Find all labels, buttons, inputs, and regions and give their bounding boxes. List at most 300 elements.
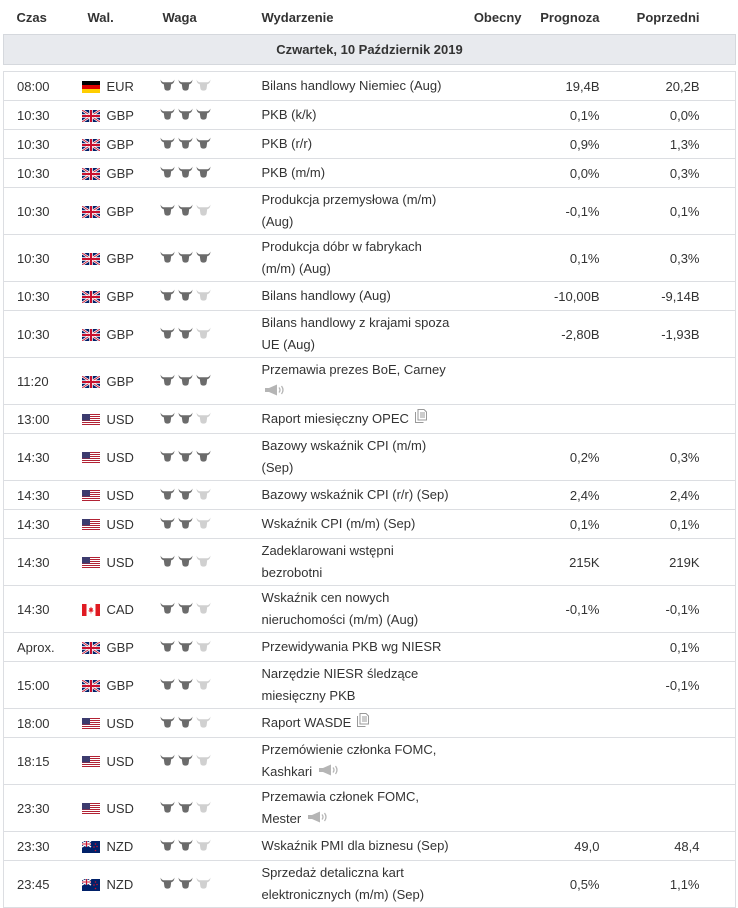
event-name-line: (Aug) [261, 214, 294, 229]
event-previous [606, 358, 706, 405]
currency-code: USD [106, 487, 134, 503]
event-currency [80, 662, 156, 709]
event-previous: -1,93B [606, 311, 706, 358]
event-importance [156, 434, 254, 481]
bull-icon [160, 602, 175, 614]
event-importance [156, 481, 254, 510]
importance-bulls [160, 877, 211, 889]
currency-code: USD [106, 554, 134, 570]
event-importance [156, 586, 254, 633]
bull-icon [196, 450, 211, 462]
event-forecast: -10,00B [522, 282, 606, 311]
nz-flag-icon [82, 879, 100, 891]
event-time: 23:30 [4, 832, 80, 861]
event-actual [466, 785, 522, 832]
currency-code: GBP [106, 677, 134, 693]
currency-code: NZD [106, 838, 134, 854]
event-name-line: Kashkari [261, 763, 313, 779]
event-currency [80, 633, 156, 662]
us-flag-icon [82, 557, 100, 569]
currency-code: GBP [106, 326, 134, 342]
speaker-icon [318, 761, 340, 783]
event-forecast: 49,0 [522, 832, 606, 861]
event-time: 10:30 [4, 130, 80, 159]
bull-icon [178, 412, 193, 424]
us-flag-icon [82, 803, 100, 815]
event-time: 18:15 [4, 738, 80, 785]
event-actual [466, 832, 522, 861]
event-actual [466, 586, 522, 633]
event-name[interactable] [254, 130, 466, 159]
event-previous: 0,3% [606, 434, 706, 481]
event-row[interactable] [4, 586, 736, 633]
bull-icon [160, 754, 175, 766]
event-previous: 0,1% [606, 188, 706, 235]
bull-icon [160, 716, 175, 728]
importance-bulls [160, 839, 211, 851]
bull-icon [160, 374, 175, 386]
bull-icon [178, 166, 193, 178]
event-name[interactable] [254, 235, 466, 282]
event-forecast: 2,4% [522, 481, 606, 510]
event-currency [80, 481, 156, 510]
event-name[interactable] [254, 405, 466, 434]
event-name-line: Bazowy wskaźnik CPI (r/r) (Sep) [261, 487, 449, 502]
importance-bulls [160, 412, 211, 424]
gb-flag-icon [82, 139, 100, 151]
event-currency [80, 709, 156, 738]
currency-code: NZD [106, 876, 134, 892]
event-row[interactable] [4, 188, 736, 235]
event-importance [156, 235, 254, 282]
event-row[interactable] [4, 738, 736, 785]
gb-flag-icon [82, 253, 100, 265]
event-name-line: Zadeklarowani wstępni [261, 543, 394, 558]
event-name-line: Mester [261, 810, 302, 826]
event-importance [156, 709, 254, 738]
bull-icon [196, 79, 211, 91]
col-importance-header[interactable]: Waga [162, 9, 197, 25]
bull-icon [178, 839, 193, 851]
event-row[interactable] [4, 130, 736, 159]
event-currency [80, 539, 156, 586]
event-name[interactable] [254, 358, 466, 405]
event-time: 23:45 [4, 861, 80, 908]
bull-icon [178, 602, 193, 614]
ca-flag-icon [82, 604, 100, 616]
event-name-line: Wskaźnik CPI (m/m) (Sep) [261, 516, 416, 531]
event-currency [80, 358, 156, 405]
event-actual [466, 72, 522, 101]
event-name-line: PKB (r/r) [261, 136, 313, 151]
importance-bulls [160, 450, 211, 462]
event-name-line: nieruchomości (m/m) (Aug) [261, 612, 419, 627]
currency-code: USD [106, 715, 134, 731]
importance-bulls [160, 488, 211, 500]
event-name-line: miesięczny PKB [261, 688, 356, 703]
bull-icon [160, 327, 175, 339]
bull-icon [196, 877, 211, 889]
event-previous: -9,14B [606, 282, 706, 311]
currency-code: USD [106, 800, 134, 816]
event-forecast: 0,0% [522, 159, 606, 188]
importance-bulls [160, 79, 211, 91]
event-name-line: UE (Aug) [261, 337, 315, 352]
bull-icon [178, 555, 193, 567]
event-actual [466, 235, 522, 282]
importance-bulls [160, 754, 211, 766]
event-name-line: Narzędzie NIESR śledzące [261, 666, 419, 681]
event-name-line: Wskaźnik cen nowych [261, 590, 390, 605]
event-time: 10:30 [4, 311, 80, 358]
document-icon [357, 712, 369, 734]
event-actual [466, 188, 522, 235]
importance-bulls [160, 204, 211, 216]
bull-icon [160, 289, 175, 301]
event-currency [80, 405, 156, 434]
event-name-line: Produkcja dóbr w fabrykach [261, 239, 422, 254]
event-forecast: 0,1% [522, 235, 606, 282]
event-name-line: Bilans handlowy (Aug) [261, 288, 391, 303]
bull-icon [160, 488, 175, 500]
event-time: 10:30 [4, 282, 80, 311]
gb-flag-icon [82, 376, 100, 388]
event-name[interactable] [254, 311, 466, 358]
event-time: 14:30 [4, 481, 80, 510]
event-actual [466, 311, 522, 358]
event-currency [80, 311, 156, 358]
speaker-icon [307, 808, 329, 830]
event-name-line: Przemawia prezes BoE, Carney [261, 361, 446, 377]
event-name-line: Bilans handlowy z krajami spoza [261, 315, 450, 330]
event-name[interactable] [254, 662, 466, 709]
us-flag-icon [82, 718, 100, 730]
event-row[interactable] [4, 405, 736, 434]
event-actual [466, 101, 522, 130]
event-time: 23:30 [4, 785, 80, 832]
event-time: 18:00 [4, 709, 80, 738]
event-name-line: Wskaźnik PMI dla biznesu (Sep) [261, 838, 449, 853]
importance-bulls [160, 602, 211, 614]
gb-flag-icon [82, 291, 100, 303]
currency-code: GBP [106, 288, 134, 304]
event-name[interactable] [254, 539, 466, 586]
bull-icon [178, 79, 193, 91]
currency-code: USD [106, 516, 134, 532]
event-currency [80, 101, 156, 130]
event-actual [466, 510, 522, 539]
col-actual-header[interactable]: Obecny [473, 9, 522, 25]
event-name-line: Przewidywania PKB wg NIESR [261, 639, 442, 654]
event-importance [156, 101, 254, 130]
bull-icon [160, 79, 175, 91]
event-name[interactable] [254, 633, 466, 662]
event-time: 10:30 [4, 101, 80, 130]
currency-code: GBP [106, 250, 134, 266]
event-name[interactable] [254, 738, 466, 785]
event-previous: 20,2B [606, 72, 706, 101]
event-previous [606, 405, 706, 434]
event-row[interactable] [4, 159, 736, 188]
bull-icon [178, 754, 193, 766]
currency-code: GBP [106, 136, 134, 152]
event-actual [466, 159, 522, 188]
event-forecast: 0,5% [522, 861, 606, 908]
importance-bulls [160, 251, 211, 263]
bull-icon [196, 108, 211, 120]
bull-icon [196, 251, 211, 263]
bull-icon [196, 488, 211, 500]
bull-icon [160, 640, 175, 652]
bull-icon [196, 602, 211, 614]
event-row[interactable] [4, 539, 736, 586]
event-importance [156, 832, 254, 861]
event-importance [156, 539, 254, 586]
currency-code: GBP [106, 639, 134, 655]
bull-icon [196, 678, 211, 690]
event-actual [466, 358, 522, 405]
event-row[interactable] [4, 785, 736, 832]
bull-icon [178, 517, 193, 529]
event-name[interactable] [254, 188, 466, 235]
event-importance [156, 662, 254, 709]
bull-icon [160, 877, 175, 889]
event-name-line: Przemawia członek FOMC, [261, 788, 419, 804]
event-forecast: 0,9% [522, 130, 606, 159]
importance-bulls [160, 289, 211, 301]
event-row[interactable] [4, 434, 736, 481]
bull-icon [196, 754, 211, 766]
event-name[interactable] [254, 832, 466, 861]
event-time: 10:30 [4, 188, 80, 235]
bull-icon [178, 450, 193, 462]
document-icon [415, 408, 427, 430]
event-previous: 0,3% [606, 159, 706, 188]
event-name-line: Sprzedaż detaliczna kart [261, 865, 404, 880]
gb-flag-icon [82, 329, 100, 341]
event-forecast: 0,1% [522, 510, 606, 539]
bull-icon [178, 488, 193, 500]
event-name[interactable] [254, 282, 466, 311]
event-forecast: 0,1% [522, 101, 606, 130]
event-currency [80, 832, 156, 861]
importance-bulls [160, 166, 211, 178]
event-row[interactable] [4, 861, 736, 908]
event-previous: 48,4 [606, 832, 706, 861]
event-forecast: -0,1% [522, 188, 606, 235]
event-name-line: PKB (m/m) [261, 165, 326, 180]
event-importance [156, 510, 254, 539]
event-forecast [522, 405, 606, 434]
bull-icon [196, 555, 211, 567]
bull-icon [178, 374, 193, 386]
event-actual [466, 434, 522, 481]
bull-icon [178, 251, 193, 263]
event-previous [606, 785, 706, 832]
event-name[interactable] [254, 709, 466, 738]
event-name-line: Bazowy wskaźnik CPI (m/m) [261, 438, 427, 453]
event-previous [606, 709, 706, 738]
bull-icon [160, 251, 175, 263]
event-time: Aprox. [4, 633, 80, 662]
event-actual [466, 738, 522, 785]
date-label: Czwartek, 10 Październik 2019 [4, 35, 736, 65]
importance-bulls [160, 555, 211, 567]
importance-bulls [160, 327, 211, 339]
event-previous: 0,3% [606, 235, 706, 282]
event-forecast: 19,4B [522, 72, 606, 101]
event-previous: 0,1% [606, 633, 706, 662]
bull-icon [178, 640, 193, 652]
event-row[interactable] [4, 832, 736, 861]
event-time: 10:30 [4, 235, 80, 282]
header-row [4, 0, 736, 35]
bull-icon [178, 716, 193, 728]
event-importance [156, 159, 254, 188]
event-currency [80, 72, 156, 101]
event-time: 14:30 [4, 510, 80, 539]
bull-icon [196, 412, 211, 424]
bull-icon [196, 839, 211, 851]
event-currency [80, 159, 156, 188]
event-currency [80, 282, 156, 311]
event-forecast [522, 662, 606, 709]
event-time: 15:00 [4, 662, 80, 709]
bull-icon [160, 108, 175, 120]
col-event-header[interactable]: Wydarzenie [261, 9, 334, 25]
us-flag-icon [82, 414, 100, 426]
currency-code: EUR [106, 78, 134, 94]
event-forecast [522, 358, 606, 405]
event-row[interactable] [4, 101, 736, 130]
bull-icon [160, 678, 175, 690]
bull-icon [196, 374, 211, 386]
bull-icon [178, 289, 193, 301]
event-name[interactable] [254, 72, 466, 101]
importance-bulls [160, 640, 211, 652]
event-importance [156, 785, 254, 832]
event-time: 14:30 [4, 434, 80, 481]
event-name-line: Przemówienie członka FOMC, [261, 741, 437, 757]
event-row[interactable] [4, 235, 736, 282]
bull-icon [196, 801, 211, 813]
bull-icon [196, 137, 211, 149]
event-actual [466, 633, 522, 662]
us-flag-icon [82, 490, 100, 502]
importance-bulls [160, 678, 211, 690]
event-actual [466, 481, 522, 510]
importance-bulls [160, 374, 211, 386]
event-previous: 219K [606, 539, 706, 586]
event-row[interactable] [4, 358, 736, 405]
event-name-line: bezrobotni [261, 565, 323, 580]
event-currency [80, 861, 156, 908]
event-importance [156, 130, 254, 159]
col-time-header[interactable]: Czas [16, 9, 47, 25]
event-row[interactable] [4, 510, 736, 539]
event-currency [80, 235, 156, 282]
event-time: 13:00 [4, 405, 80, 434]
bull-icon [196, 327, 211, 339]
event-previous: 1,1% [606, 861, 706, 908]
event-name[interactable] [254, 861, 466, 908]
event-name-line: PKB (k/k) [261, 107, 317, 122]
bull-icon [178, 877, 193, 889]
currency-code: GBP [106, 107, 134, 123]
col-currency-header[interactable]: Wal. [87, 9, 114, 25]
event-name[interactable] [254, 159, 466, 188]
event-name[interactable] [254, 434, 466, 481]
importance-bulls [160, 517, 211, 529]
speaker-icon [264, 381, 286, 403]
event-time: 14:30 [4, 539, 80, 586]
event-name-line: Bilans handlowy Niemiec (Aug) [261, 78, 442, 93]
event-row[interactable] [4, 72, 736, 101]
event-currency [80, 130, 156, 159]
importance-bulls [160, 108, 211, 120]
event-forecast [522, 633, 606, 662]
event-row[interactable] [4, 633, 736, 662]
event-name[interactable] [254, 586, 466, 633]
gb-flag-icon [82, 206, 100, 218]
bull-icon [196, 716, 211, 728]
bull-icon [178, 801, 193, 813]
event-currency [80, 188, 156, 235]
bull-icon [160, 450, 175, 462]
event-time: 10:30 [4, 159, 80, 188]
currency-code: USD [106, 449, 134, 465]
event-name-line: Produkcja przemysłowa (m/m) [261, 192, 437, 207]
event-actual [466, 282, 522, 311]
event-row[interactable] [4, 311, 736, 358]
bull-icon [160, 839, 175, 851]
event-name[interactable] [254, 510, 466, 539]
event-forecast [522, 785, 606, 832]
event-actual [466, 861, 522, 908]
event-name-line: Raport miesięczny OPEC [261, 410, 409, 426]
event-name[interactable] [254, 785, 466, 832]
event-previous: -0,1% [606, 662, 706, 709]
event-actual [466, 709, 522, 738]
bull-icon [160, 166, 175, 178]
event-row[interactable] [4, 709, 736, 738]
event-name[interactable] [254, 101, 466, 130]
date-row [4, 35, 736, 65]
currency-code: GBP [106, 165, 134, 181]
bull-icon [160, 801, 175, 813]
us-flag-icon [82, 519, 100, 531]
gb-flag-icon [82, 110, 100, 122]
importance-bulls [160, 137, 211, 149]
event-forecast: -0,1% [522, 586, 606, 633]
event-row[interactable] [4, 481, 736, 510]
event-currency [80, 434, 156, 481]
currency-code: USD [106, 753, 134, 769]
event-currency [80, 510, 156, 539]
bull-icon [160, 412, 175, 424]
event-forecast: 215K [522, 539, 606, 586]
event-importance [156, 282, 254, 311]
event-name[interactable] [254, 481, 466, 510]
event-row[interactable] [4, 282, 736, 311]
event-currency [80, 785, 156, 832]
event-name-line: elektronicznych (m/m) (Sep) [261, 887, 425, 902]
gb-flag-icon [82, 680, 100, 692]
col-previous-header[interactable]: Poprzedni [636, 9, 700, 25]
event-row[interactable] [4, 662, 736, 709]
col-forecast-header[interactable]: Prognoza [540, 9, 600, 25]
currency-code: GBP [106, 203, 134, 219]
